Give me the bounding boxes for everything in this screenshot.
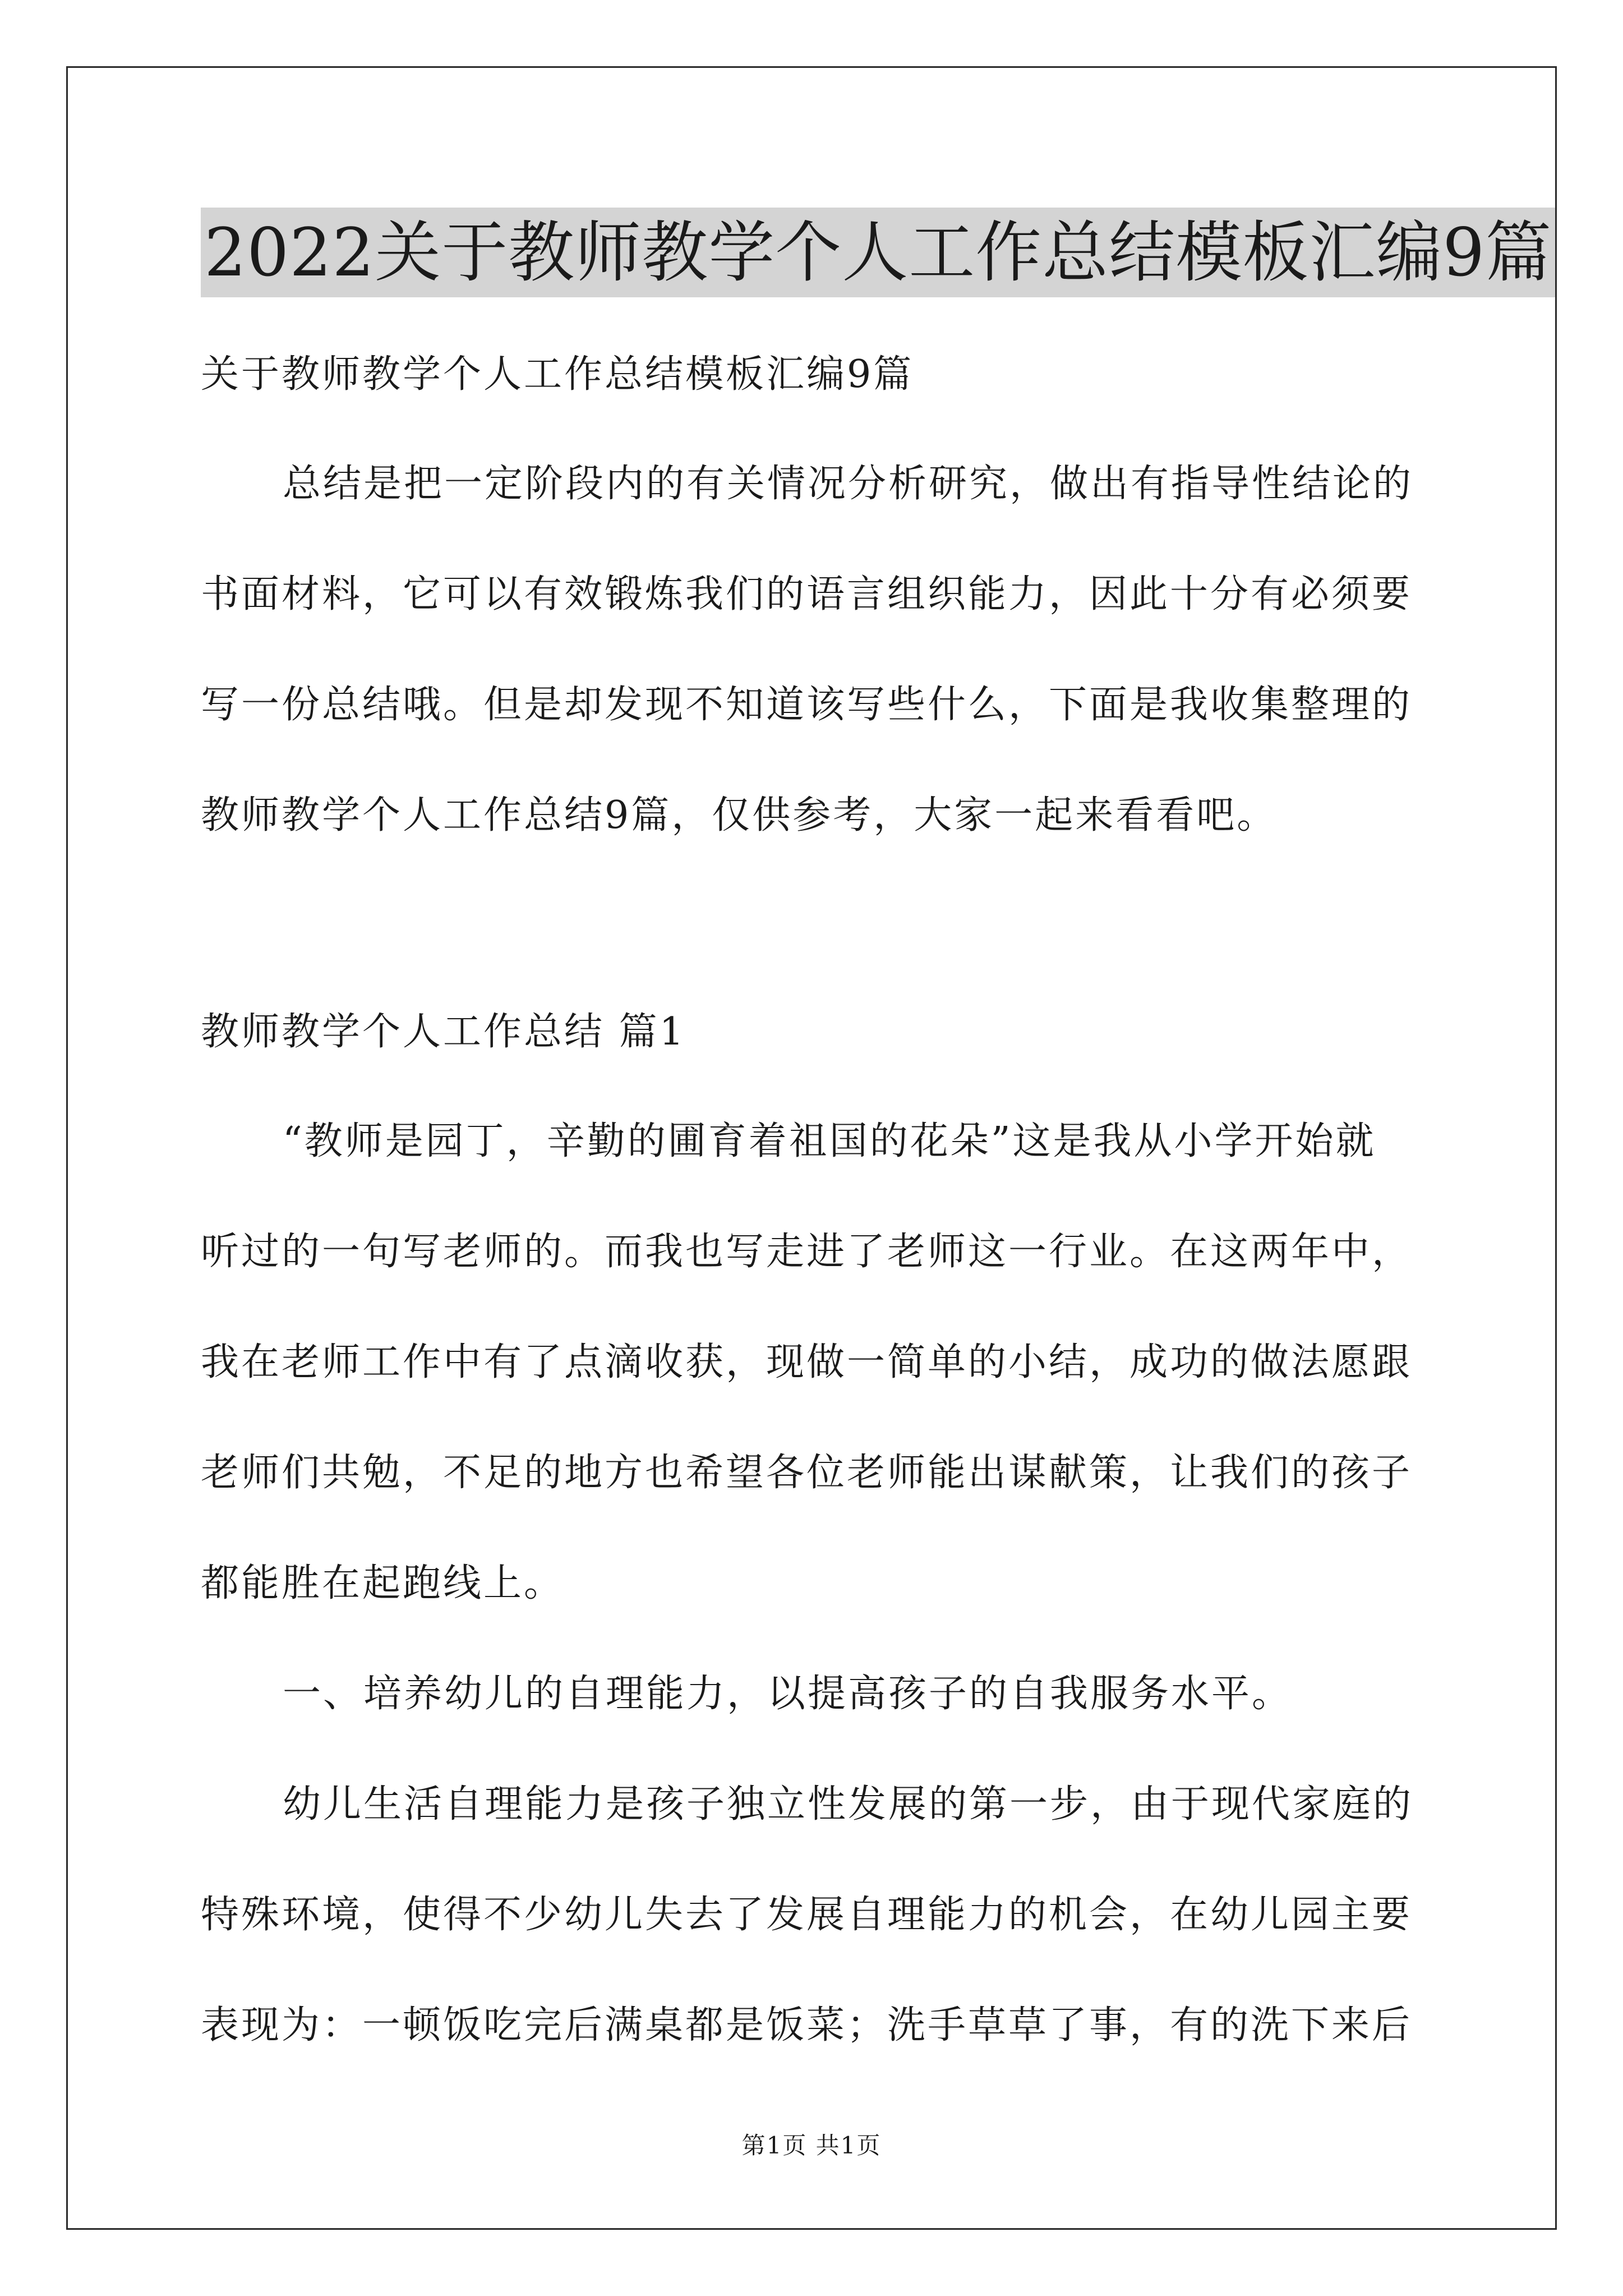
intro-line-1: 总结是把一定阶段内的有关情况分析研究，做出有指导性结论的 [283, 462, 1414, 506]
title-container [201, 208, 1552, 297]
page-footer: 第1页 共1页 [741, 2132, 882, 2159]
point-one-heading: 一、培养幼儿的自理能力，以提高孩子的自我服务水平。 [283, 1672, 1293, 1716]
intro-line-3: 写一份总结哦。但是却发现不知道该写些什么，下面是我收集整理的 [201, 683, 1413, 727]
paragraph-line: 都能胜在起跑线上。 [201, 1561, 565, 1605]
intro-line-4: 教师教学个人工作总结9篇，仅供参考，大家一起来看看吧。 [201, 793, 1278, 838]
paragraph-line: 幼儿生活自理能力是孩子独立性发展的第一步，由于现代家庭的 [283, 1782, 1414, 1826]
paragraph-line: 我在老师工作中有了点滴收获，现做一简单的小结，成功的做法愿跟 [201, 1340, 1413, 1384]
paragraph-line: 表现为：一顿饭吃完后满桌都是饭菜；洗手草草了事，有的洗下来后 [201, 2003, 1413, 2047]
document-title: 2022关于教师教学个人工作总结模板汇编9篇 [201, 208, 1555, 297]
paragraph-line: 老师们共勉，不足的地方也希望各位老师能出谋献策，让我们的孩子 [201, 1451, 1413, 1495]
section-heading: 教师教学个人工作总结 篇1 [201, 1010, 686, 1054]
document-subtitle: 关于教师教学个人工作总结模板汇编9篇 [201, 352, 914, 397]
intro-line-2: 书面材料，它可以有效锻炼我们的语言组织能力，因此十分有必须要 [201, 572, 1413, 616]
paragraph-line: 听过的一句写老师的。而我也写走进了老师这一行业。在这两年中， [201, 1230, 1413, 1274]
paragraph-line: “教师是园丁，辛勤的圃育着祖国的花朵”这是我从小学开始就 [283, 1119, 1376, 1163]
paragraph-line: 特殊环境，使得不少幼儿失去了发展自理能力的机会，在幼儿园主要 [201, 1893, 1413, 1937]
